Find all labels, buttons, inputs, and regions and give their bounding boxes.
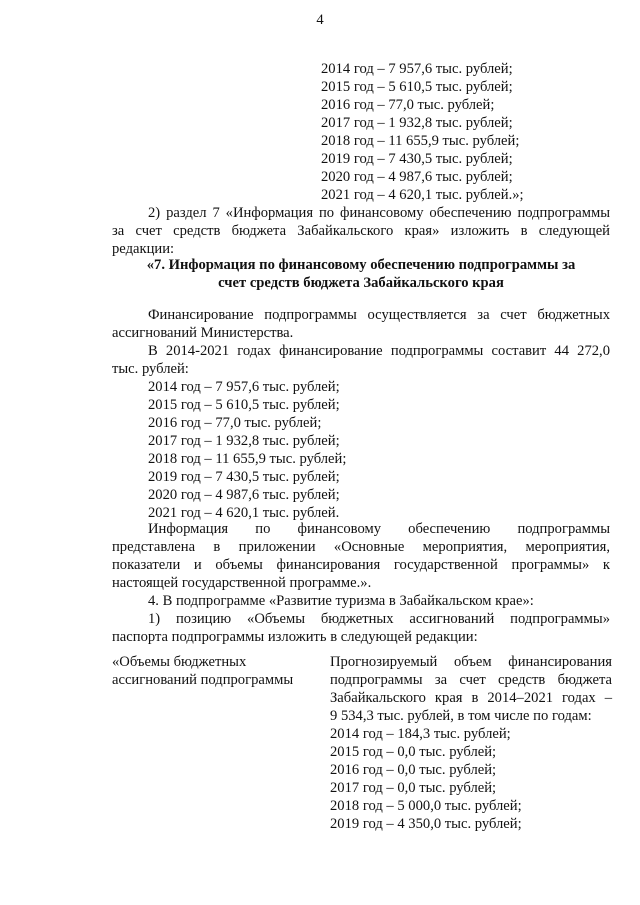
list-item: 2014 год – 7 957,6 тыс. рублей;: [321, 61, 513, 77]
list-item: 2017 год – 1 932,8 тыс. рублей;: [321, 115, 513, 131]
list-item: 2016 год – 0,0 тыс. рублей;: [330, 762, 497, 778]
paragraph-line: за счет средств бюджета Забайкальского края» изложить в следующей: [112, 223, 610, 239]
list-item: 2015 год – 5 610,5 тыс. рублей;: [321, 79, 513, 95]
paragraph-line: настоящей государственной программе.».: [112, 575, 372, 591]
table-text-line: Забайкальского края в 2014–2021 годах –: [330, 690, 612, 706]
list-item: 2020 год – 4 987,6 тыс. рублей;: [148, 487, 340, 503]
list-item: 2018 год – 5 000,0 тыс. рублей;: [330, 798, 522, 814]
table-text-line: подпрограммы за счет средств бюджета: [330, 672, 612, 688]
paragraph-line: тыс. рублей:: [112, 361, 189, 377]
list-item: 2016 год – 77,0 тыс. рублей;: [148, 415, 322, 431]
list-item: 2017 год – 1 932,8 тыс. рублей;: [148, 433, 340, 449]
list-item: 2019 год – 7 430,5 тыс. рублей;: [321, 151, 513, 167]
list-item: 2018 год – 11 655,9 тыс. рублей;: [148, 451, 347, 467]
table-text-line: 9 534,3 тыс. рублей, в том числе по годам:: [330, 708, 592, 724]
paragraph-line: показатели и объемы финансирования государственной программы» к: [112, 557, 610, 573]
table-label-line: «Объемы бюджетных: [112, 654, 247, 670]
paragraph-line: В 2014-2021 годах финансирование подпрограммы составит 44 272,0: [148, 343, 610, 359]
list-item: 2020 год – 4 987,6 тыс. рублей;: [321, 169, 513, 185]
paragraph-line: Информация по финансовому обеспечению подпрограммы: [148, 521, 610, 537]
paragraph-line: 2) раздел 7 «Информация по финансовому обеспечению подпрограммы: [148, 205, 610, 221]
list-item: 2019 год – 7 430,5 тыс. рублей;: [148, 469, 340, 485]
list-item: 2019 год – 4 350,0 тыс. рублей;: [330, 816, 522, 832]
list-item: 2017 год – 0,0 тыс. рублей;: [330, 780, 497, 796]
paragraph-line: ассигнований Министерства.: [112, 325, 294, 341]
paragraph-line: представлена в приложении «Основные мероприятия, мероприятия,: [112, 539, 610, 555]
page-number: 4: [316, 12, 324, 28]
paragraph-line: 1) позицию «Объемы бюджетных ассигнований подпрограммы»: [148, 611, 610, 627]
list-item: 2015 год – 0,0 тыс. рублей;: [330, 744, 497, 760]
table-label-line: ассигнований подпрограммы: [112, 672, 294, 688]
paragraph-line: редакции:: [112, 241, 175, 257]
table-text-line: Прогнозируемый объем финансирования: [330, 654, 612, 670]
list-item: 2014 год – 7 957,6 тыс. рублей;: [148, 379, 340, 395]
list-item: 2021 год – 4 620,1 тыс. рублей.»;: [321, 187, 524, 203]
section-heading-line: счет средств бюджета Забайкальского края: [218, 275, 504, 291]
list-item: 2014 год – 184,3 тыс. рублей;: [330, 726, 511, 742]
list-item: 2018 год – 11 655,9 тыс. рублей;: [321, 133, 520, 149]
paragraph-line: паспорта подпрограммы изложить в следующей редакции:: [112, 629, 478, 645]
paragraph-4: 4. В подпрограмме «Развитие туризма в Забайкальском крае»:: [148, 593, 534, 609]
list-item: 2015 год – 5 610,5 тыс. рублей;: [148, 397, 340, 413]
list-item: 2016 год – 77,0 тыс. рублей;: [321, 97, 495, 113]
list-item: 2021 год – 4 620,1 тыс. рублей.: [148, 505, 340, 521]
section-heading-line: «7. Информация по финансовому обеспечению подпрограммы за: [146, 257, 576, 273]
paragraph-line: Финансирование подпрограммы осуществляется за счет бюджетных: [148, 307, 610, 323]
